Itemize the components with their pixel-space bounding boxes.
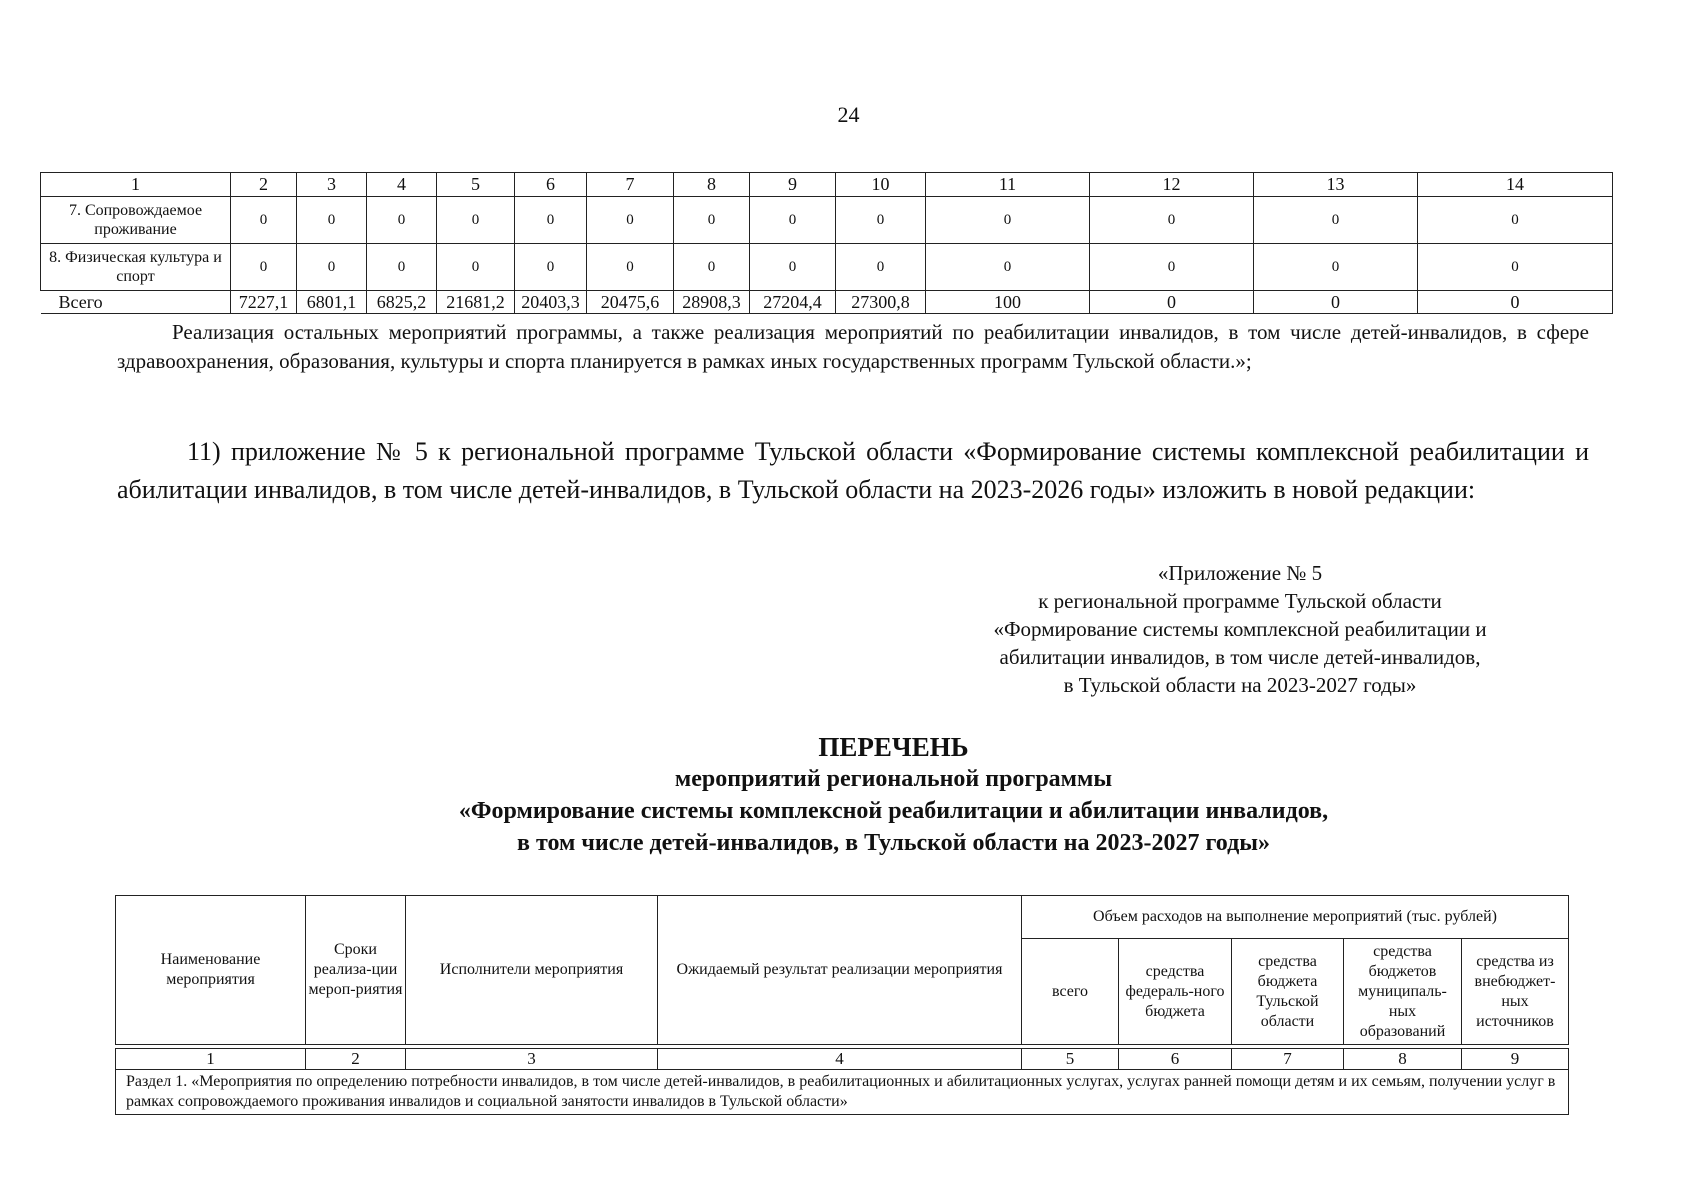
funding-table [40, 172, 1613, 314]
header-municipal: средства бюджетов муниципаль-ных образований [1344, 939, 1462, 1045]
cell-value: 0 [836, 244, 926, 291]
appendix-line: в Тульской области на 2023-2027 годы» [1063, 673, 1417, 697]
total-value: 6801,1 [297, 291, 367, 314]
total-label: Всего [41, 291, 231, 314]
total-value: 6825,2 [367, 291, 437, 314]
activities-table [115, 895, 1569, 1115]
cell-value: 0 [674, 244, 750, 291]
cell-value: 0 [231, 197, 297, 244]
document-title [45, 732, 1697, 859]
column-number: 10 [836, 173, 926, 197]
header-name: Наименование мероприятия [116, 896, 306, 1045]
column-number: 5 [1022, 1049, 1119, 1070]
header-executors: Исполнители мероприятия [406, 896, 658, 1045]
total-value: 0 [1090, 291, 1254, 314]
total-value: 0 [1418, 291, 1613, 314]
total-value: 20475,6 [587, 291, 674, 314]
cell-value: 0 [926, 197, 1090, 244]
cell-value: 0 [1254, 244, 1418, 291]
column-number: 1 [41, 173, 231, 197]
column-number: 2 [306, 1049, 406, 1070]
appendix-line: к региональной программе Тульской области [1038, 589, 1442, 613]
cell-value: 0 [1090, 244, 1254, 291]
column-number: 6 [515, 173, 587, 197]
column-number: 3 [297, 173, 367, 197]
cell-value: 0 [437, 197, 515, 244]
amendment-paragraph: 11) приложение № 5 к региональной программе Тульской области «Формирование системы комплексной реабилитации и абилитации инвалидов, в том числе детей-инвалидов, в Тульской области на 2023-2026 годы» изложить в новой редакции: [117, 437, 1589, 504]
appendix-heading [900, 559, 1580, 699]
column-number: 7 [1232, 1049, 1344, 1070]
cell-value: 0 [750, 244, 836, 291]
cell-value: 0 [1090, 197, 1254, 244]
total-value: 0 [1254, 291, 1418, 314]
cell-value: 0 [515, 244, 587, 291]
total-value: 27204,4 [750, 291, 836, 314]
table-header-row [41, 173, 1613, 197]
row-name: 8. Физическая культура и спорт [41, 244, 231, 291]
page-number: 24 [837, 102, 860, 127]
title-line: мероприятий региональной программы [674, 766, 1113, 792]
column-number: 4 [367, 173, 437, 197]
column-number: 8 [674, 173, 750, 197]
cell-value: 0 [836, 197, 926, 244]
column-number: 3 [406, 1049, 658, 1070]
cell-value: 0 [1254, 197, 1418, 244]
table-row [41, 244, 1613, 291]
header-regional: средства бюджета Тульской области [1232, 939, 1344, 1045]
cell-value: 0 [367, 244, 437, 291]
table-row [41, 197, 1613, 244]
column-number: 13 [1254, 173, 1418, 197]
cell-value: 0 [515, 197, 587, 244]
cell-value: 0 [367, 197, 437, 244]
cell-value: 0 [297, 244, 367, 291]
column-number: 9 [750, 173, 836, 197]
total-value: 28908,3 [674, 291, 750, 314]
title-line: «Формирование системы комплексной реабилитации и абилитации инвалидов, [458, 798, 1329, 824]
section-title: Раздел 1. «Мероприятия по определению потребности инвалидов, в том числе детей-инвалидов, в реабилитационных и абилитационных услугах, услугах ранней помощи детям и их семьям, получении услуг в рамках сопровождаемого проживания инвалидов и социальной занятости инвалидов в Тульской области» [116, 1070, 1569, 1115]
cell-value: 0 [1418, 197, 1613, 244]
row-name: 7. Сопровождаемое проживание [41, 197, 231, 244]
appendix-line: абилитации инвалидов, в том числе детей-инвалидов, [999, 645, 1481, 669]
cell-value: 0 [587, 197, 674, 244]
cell-value: 0 [587, 244, 674, 291]
header-result: Ожидаемый результат реализации мероприятия [658, 896, 1022, 1045]
column-number: 11 [926, 173, 1090, 197]
total-value: 20403,3 [515, 291, 587, 314]
column-number: 1 [116, 1049, 306, 1070]
header-expenses: Объем расходов на выполнение мероприятий (тыс. рублей) [1022, 896, 1569, 939]
total-row [41, 291, 1613, 314]
column-numbers-row [116, 1049, 1569, 1070]
section-row [116, 1070, 1569, 1115]
column-number: 6 [1119, 1049, 1232, 1070]
table-header-row [116, 896, 1569, 939]
cell-value: 0 [750, 197, 836, 244]
total-value: 100 [926, 291, 1090, 314]
column-number: 7 [587, 173, 674, 197]
header-total: всего [1022, 939, 1119, 1045]
column-number: 14 [1418, 173, 1613, 197]
column-number: 9 [1462, 1049, 1569, 1070]
total-value: 7227,1 [231, 291, 297, 314]
cell-value: 0 [1418, 244, 1613, 291]
title-line: в том числе детей-инвалидов, в Тульской области на 2023-2027 годы» [517, 830, 1270, 856]
appendix-line: «Приложение № 5 [1157, 561, 1323, 585]
cell-value: 0 [297, 197, 367, 244]
cell-value: 0 [231, 244, 297, 291]
cell-value: 0 [674, 197, 750, 244]
cell-value: 0 [926, 244, 1090, 291]
header-terms: Сроки реализа-ции мероп-риятия [306, 896, 406, 1045]
column-number: 12 [1090, 173, 1254, 197]
column-number: 8 [1344, 1049, 1462, 1070]
column-number: 4 [658, 1049, 1022, 1070]
header-federal: средства федераль-ного бюджета [1119, 939, 1232, 1045]
note-paragraph: Реализация остальных мероприятий программы, а также реализация мероприятий по реабилитации инвалидов, в том числе детей-инвалидов, в сфере здравоохранения, образования, культуры и спорта планируется в рамках иных государственных программ Тульской области.»; [117, 320, 1589, 373]
title-main: ПЕРЕЧЕНЬ [818, 732, 969, 762]
cell-value: 0 [437, 244, 515, 291]
column-number: 5 [437, 173, 515, 197]
appendix-line: «Формирование системы комплексной реабилитации и [993, 617, 1487, 641]
header-offbudget: средства из внебюджет-ных источников [1462, 939, 1569, 1045]
total-value: 27300,8 [836, 291, 926, 314]
total-value: 21681,2 [437, 291, 515, 314]
column-number: 2 [231, 173, 297, 197]
